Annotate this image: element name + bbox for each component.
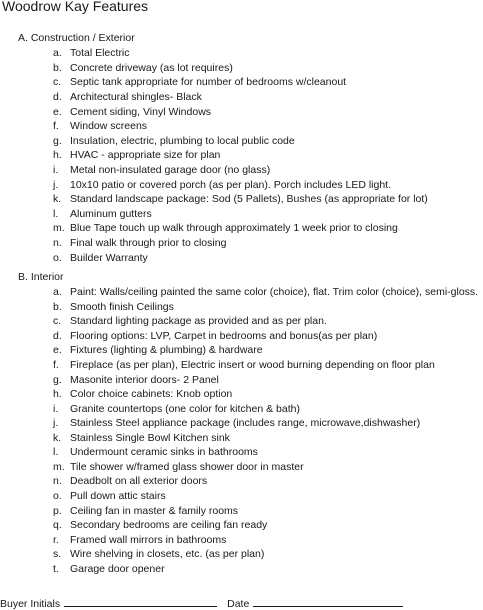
- feature-item: [18, 236, 428, 251]
- item-marker: d.: [53, 91, 62, 104]
- feature-item: [18, 518, 478, 533]
- item-marker: m.: [53, 460, 65, 473]
- item-marker: c.: [53, 76, 62, 89]
- item-text: Insulation, electric, plumbing to local public code: [70, 134, 295, 147]
- feature-list: [18, 285, 478, 576]
- feature-item: [18, 445, 478, 460]
- date-line: [253, 596, 403, 607]
- item-marker: i.: [53, 164, 59, 177]
- feature-item: [18, 251, 428, 266]
- buyer-initials-label: Buyer Initials: [0, 598, 61, 610]
- item-text: Standard landscape package: Sod (5 Pallets), Bushes (as appropriate for lot): [70, 193, 428, 206]
- feature-item: [18, 178, 428, 193]
- item-text: Window screens: [70, 120, 148, 133]
- item-marker: r.: [53, 533, 59, 546]
- feature-item: [18, 402, 478, 417]
- document-title: Woodrow Kay Features: [2, 0, 149, 14]
- item-text: Aluminum gutters: [70, 207, 152, 220]
- item-text: Concrete driveway (as lot requires): [70, 61, 233, 74]
- item-text: Framed wall mirrors in bathrooms: [70, 533, 227, 546]
- item-text: Cement siding, Vinyl Windows: [70, 105, 212, 118]
- item-marker: g.: [53, 134, 62, 147]
- section-heading: B. Interior: [18, 271, 64, 283]
- feature-item: [18, 192, 428, 207]
- item-text: Paint: Walls/ceiling painted the same color (choice), flat. Trim color (choice), semi-gloss.: [70, 286, 479, 299]
- signature-footer: [0, 596, 403, 610]
- buyer-initials-line: [64, 596, 217, 607]
- item-marker: l.: [53, 207, 59, 220]
- item-text: Total Electric: [70, 47, 130, 60]
- item-marker: f.: [53, 120, 59, 133]
- item-text: HVAC - appropriate size for plan: [70, 149, 221, 162]
- item-marker: l.: [53, 446, 59, 459]
- item-text: Metal non-insulated garage door (no glass): [70, 164, 271, 177]
- item-marker: h.: [53, 149, 62, 162]
- section-interior: [18, 270, 478, 576]
- item-marker: j.: [53, 417, 59, 430]
- item-marker: e.: [53, 344, 62, 357]
- item-text: Secondary bedrooms are ceiling fan ready: [70, 519, 268, 532]
- item-marker: b.: [53, 300, 62, 313]
- item-marker: p.: [53, 504, 62, 517]
- item-text: Blue Tape touch up walk through approximately 1 week prior to closing: [70, 222, 398, 235]
- item-marker: m.: [53, 222, 65, 235]
- item-marker: a.: [53, 286, 62, 299]
- feature-item: [18, 474, 478, 489]
- item-marker: q.: [53, 519, 62, 532]
- item-text: Garage door opener: [70, 562, 165, 575]
- item-marker: a.: [53, 47, 62, 60]
- item-text: Wire shelving in closets, etc. (as per plan): [70, 548, 265, 561]
- item-marker: j.: [53, 178, 59, 191]
- feature-item: [18, 75, 428, 90]
- item-marker: f.: [53, 359, 59, 372]
- feature-item: [18, 431, 478, 446]
- item-marker: b.: [53, 61, 62, 74]
- section-construction-exterior: [18, 31, 428, 265]
- item-marker: n.: [53, 237, 62, 250]
- item-text: Pull down attic stairs: [70, 489, 166, 502]
- item-text: Masonite interior doors- 2 Panel: [70, 373, 219, 386]
- section-heading: A. Construction / Exterior: [18, 32, 135, 44]
- feature-list: [18, 46, 428, 265]
- feature-item: [18, 547, 478, 562]
- feature-item: [18, 387, 478, 402]
- item-marker: k.: [53, 431, 62, 444]
- item-marker: n.: [53, 475, 62, 488]
- feature-item: [18, 119, 428, 134]
- feature-item: [18, 489, 478, 504]
- date-label: Date: [227, 598, 250, 610]
- feature-item: [18, 460, 478, 475]
- item-text: Color choice cabinets: Knob option: [70, 388, 233, 401]
- item-text: Undermount ceramic sinks in bathrooms: [70, 446, 258, 459]
- item-text: Granite countertops (one color for kitchen & bath): [70, 402, 300, 415]
- feature-item: [18, 416, 478, 431]
- feature-item: [18, 343, 478, 358]
- feature-item: [18, 314, 478, 329]
- feature-item: [18, 105, 428, 120]
- feature-item: [18, 134, 428, 149]
- item-text: 10x10 patio or covered porch (as per plan). Porch includes LED light.: [70, 178, 392, 191]
- item-marker: c.: [53, 315, 62, 328]
- item-marker: s.: [53, 548, 62, 561]
- feature-item: [18, 504, 478, 519]
- item-marker: h.: [53, 388, 62, 401]
- item-text: Tile shower w/framed glass shower door in master: [70, 460, 304, 473]
- feature-item: [18, 148, 428, 163]
- feature-item: [18, 90, 428, 105]
- item-text: Standard lighting package as provided and as per plan.: [70, 315, 327, 328]
- feature-item: [18, 373, 478, 388]
- feature-item: [18, 163, 428, 178]
- item-marker: o.: [53, 251, 62, 264]
- item-marker: k.: [53, 193, 62, 206]
- feature-item: [18, 221, 428, 236]
- feature-item: [18, 562, 478, 577]
- item-text: Septic tank appropriate for number of bedrooms w/cleanout: [70, 76, 347, 89]
- item-text: Stainless Single Bowl Kitchen sink: [70, 431, 230, 444]
- item-text: Smooth finish Ceilings: [70, 300, 174, 313]
- item-marker: d.: [53, 329, 62, 342]
- item-marker: e.: [53, 105, 62, 118]
- item-text: Architectural shingles- Black: [70, 91, 202, 104]
- feature-item: [18, 300, 478, 315]
- item-text: Flooring options: LVP, Carpet in bedrooms and bonus(as per plan): [70, 329, 378, 342]
- item-marker: i.: [53, 402, 59, 415]
- item-marker: o.: [53, 489, 62, 502]
- feature-item: [18, 207, 428, 222]
- feature-item: [18, 533, 478, 548]
- item-text: Fixtures (lighting & plumbing) & hardware: [70, 344, 263, 357]
- item-text: Stainless Steel appliance package (includes range, microwave,dishwasher): [70, 417, 421, 430]
- item-marker: g.: [53, 373, 62, 386]
- feature-item: [18, 61, 428, 76]
- item-text: Final walk through prior to closing: [70, 237, 227, 250]
- item-text: Ceiling fan in master & family rooms: [70, 504, 239, 517]
- feature-item: [18, 358, 478, 373]
- item-text: Deadbolt on all exterior doors: [70, 475, 208, 488]
- feature-item: [18, 285, 478, 300]
- item-marker: t.: [53, 562, 59, 575]
- item-text: Fireplace (as per plan), Electric insert or wood burning depending on floor plan: [70, 359, 435, 372]
- item-text: Builder Warranty: [70, 251, 148, 264]
- feature-item: [18, 329, 478, 344]
- feature-item: [18, 46, 428, 61]
